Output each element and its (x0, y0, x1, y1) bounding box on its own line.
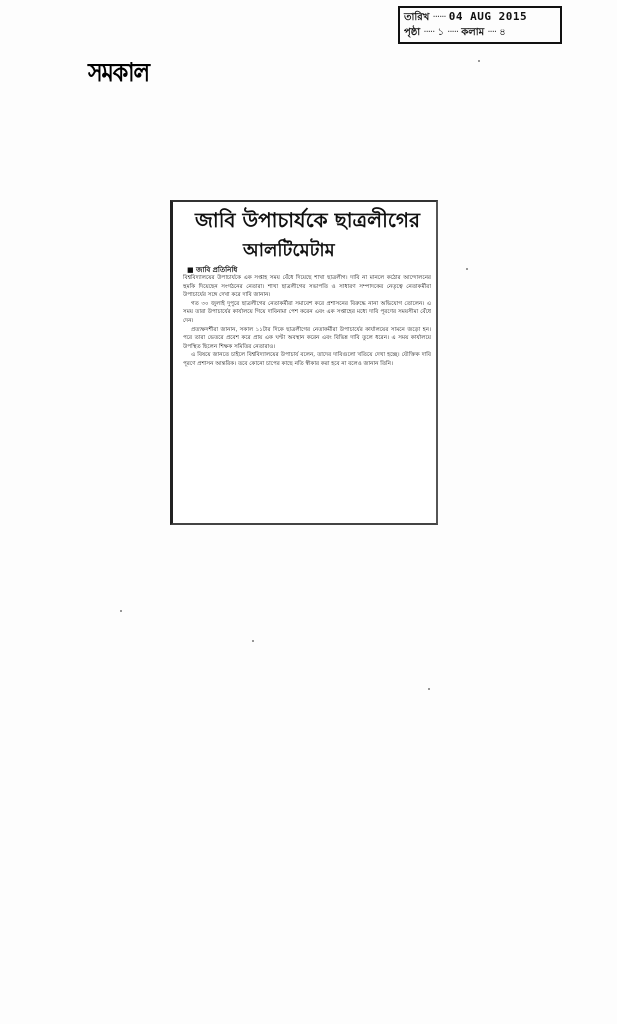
scan-speck (466, 268, 468, 270)
stamp-date-row: তারিখ ······ 04 AUG 2015 (404, 10, 528, 23)
stamp-page-row: পৃষ্ঠা ····· ১ ····· কলাম ···· ৪ (404, 27, 506, 38)
stamp-column-value: ৪ (499, 27, 506, 38)
article-paragraph: এ বিষয়ে জানতে চাইলে বিশ্ববিদ্যালয়ের উপাচার্য বলেন, তাদের দাবিগুলো খতিয়ে দেখা হচ্ছে। যৌক্তিক দাবি পূরণে প্রশাসন আন্তরিক। তবে কোনো চাপের কাছে নতি স্বীকার করা হবে না বলেও জানান তিনি। (183, 352, 431, 367)
date-stamp (398, 6, 562, 44)
stamp-page-label: পৃষ্ঠা (404, 27, 421, 38)
article-body (183, 274, 431, 369)
stamp-date-label: তারিখ (404, 12, 430, 23)
article-paragraph: প্রত্যক্ষদর্শীরা জানান, সকাল ১১টার দিকে ছাত্রলীগের নেতাকর্মীরা উপাচার্যের কার্যালয়ের সামনে জড়ো হন। পরে তারা ভেতরে প্রবেশ করে প্রায় এক ঘণ্টা অবস্থান করেন এবং বিভিন্ন দাবি তুলে ধরেন। এ সময় কার্যালয়ে উপস্থিত ছিলেন শিক্ষক সমিতির নেতারাও। (183, 326, 431, 350)
scan-speck (428, 688, 430, 690)
article-paragraph: গত ৩০ জুলাই দুপুরে ছাত্রলীগের নেতাকর্মীরা সমাবেশ করে প্রশাসনের বিরুদ্ধে নানা অভিযোগ তোলেন। এ সময় তারা উপাচার্যের কার্যালয়ে গিয়ে দাবিনামা পেশ করেন এবং এক সপ্তাহের মধ্যে দাবি পূরণের সময়সীমা বেঁধে দেন। (183, 300, 431, 324)
newspaper-masthead: সমকাল (88, 57, 149, 88)
stamp-column-label: কলাম (461, 27, 485, 38)
scan-speck (478, 60, 480, 62)
stamp-page-value: ১ (437, 27, 444, 38)
news-clipping (170, 200, 438, 525)
scan-speck (120, 610, 122, 612)
byline: ■ জাবি প্রতিনিধি (187, 266, 238, 274)
headline-line-2: আলটিমেটাম (243, 240, 335, 261)
article-paragraph: বিশ্ববিদ্যালয়ের উপাচার্যকে এক সপ্তাহ সময় বেঁধে দিয়েছে শাখা ছাত্রলীগ। দাবি না মানলে কঠোর আন্দোলনের হুমকি দিয়েছেন সংগঠনের নেতারা। শাখা ছাত্রলীগের সভাপতি ও সাধারণ সম্পাদকের নেতৃত্বে নেতাকর্মীরা উপাচার্যের সঙ্গে দেখা করে দাবি জানান। (183, 275, 431, 299)
headline-line-1: জাবি উপাচার্যকে ছাত্রলীগের (195, 208, 420, 232)
scan-speck (252, 640, 254, 642)
stamp-date-value: 04 AUG 2015 (448, 10, 528, 23)
